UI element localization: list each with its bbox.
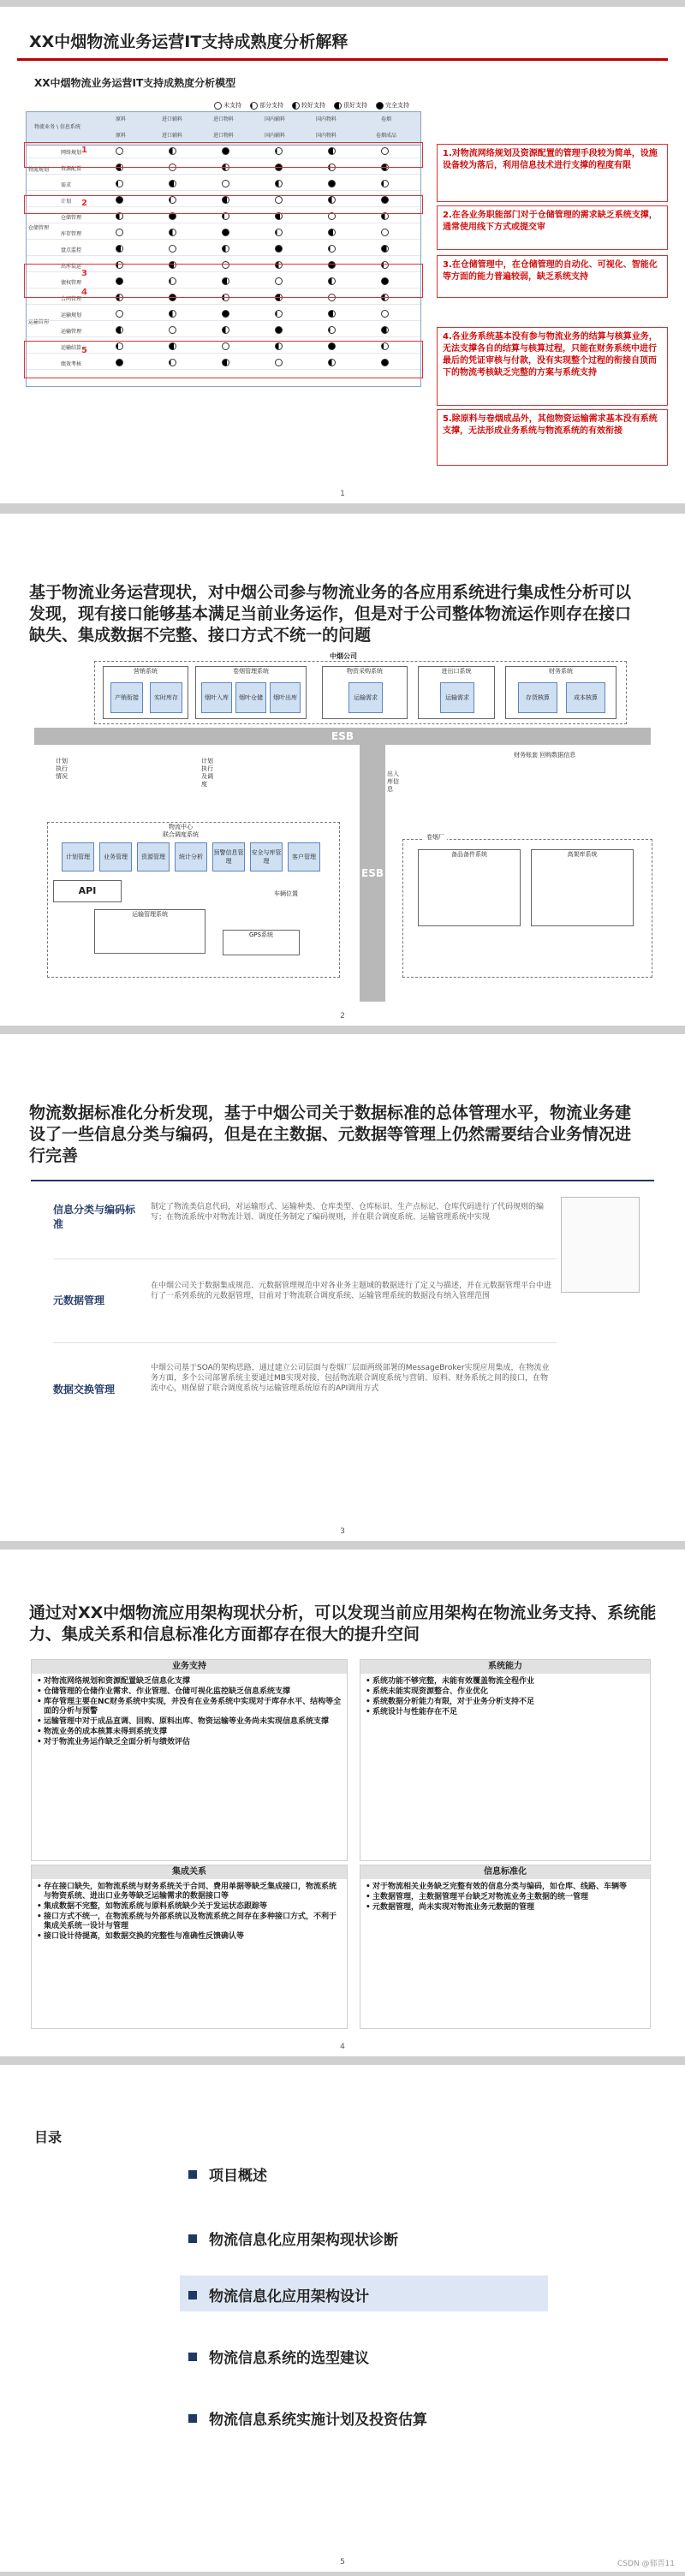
grid-sub: 原料 <box>115 133 126 139</box>
center-module: 预警信息管理 <box>212 842 245 872</box>
maturity-dot <box>116 245 123 253</box>
finding-note-1: 1.对物流网络规划及资源配置的管理手段较为简单，设施设备较为落后，利用信息技术进行支撑的程度有限 <box>437 144 668 202</box>
finding-item: • 系统未能实现资源整合、作业优化 <box>366 1687 645 1697</box>
maturity-dot <box>222 229 229 236</box>
finding-item: • 运输管理中对于成品直调、回购、原料出库、物资运输等业务尚未实现信息系统支撑 <box>37 1717 342 1727</box>
grid-group: 国内辅料 <box>264 116 285 122</box>
esb-vertical: ESB <box>360 745 385 1002</box>
transport-system <box>94 909 206 954</box>
panel-list <box>366 1677 645 1718</box>
slide-4-title: 通过对XX中烟物流应用架构现状分析，可以发现当前应用架构在物流业务支持、系统能力、集成关系和信息标准化方面都存在很大的提升空间 <box>29 1603 657 1644</box>
maturity-dot <box>381 310 389 318</box>
grid-row <box>27 228 420 240</box>
module: 实时库存 <box>150 682 182 713</box>
bullet-square-icon <box>188 2291 197 2299</box>
center-module: 统计分析 <box>175 842 207 872</box>
spare-parts-system <box>418 849 521 926</box>
panel-head: 业务支持 <box>32 1660 347 1674</box>
finding-item: • 对物流网络规划和资源配置缺乏信息化支撑 <box>37 1677 342 1687</box>
page-number: 4 <box>340 2043 345 2051</box>
finding-item: • 接口方式不统一，在物流系统与外部系统以及物流系统之间存在多种接口方式，不利于集成关系统一设计与管理 <box>37 1913 342 1931</box>
toc-item[interactable] <box>188 2163 267 2185</box>
company-label: 中烟公司 <box>330 652 357 660</box>
high-rack-label: 高架库系统 <box>567 851 598 858</box>
panel-list <box>37 1677 342 1748</box>
page-number: 2 <box>340 1012 345 1020</box>
panel-head: 系统能力 <box>360 1660 650 1674</box>
maturity-dot <box>275 245 283 253</box>
toc-heading: 目录 <box>34 2129 63 2145</box>
module: 成本核算 <box>566 682 605 713</box>
system-jinchukou <box>418 666 495 719</box>
slide-5 <box>0 2065 685 2572</box>
item-key: 数据交换管理 <box>53 1383 116 1395</box>
maturity-dot <box>328 310 336 318</box>
toc-label: 物流信息系统实施计划及投资估算 <box>209 2412 427 2429</box>
item-text: 中烟公司基于SOA的架构思路，通过建立公司层面与卷烟厂层面两级部署的MessageBroker实现应用集成，在物流业务方面，多个公司部署系统主要通过MB实现对接，包括物流联合调度系统与营销、原料、财务系统之间的接口，在物流中心，则保留了联合调度系统与运输管理系统原有的API调用方式 <box>151 1364 550 1393</box>
title-underline <box>31 1180 654 1181</box>
marker-number: 5 <box>81 346 87 355</box>
toc-item[interactable] <box>188 2228 398 2249</box>
panel-business <box>31 1659 348 1861</box>
row-label: 仓储管理 <box>61 215 82 221</box>
finding-item: • 接口设计待提高，如数据交换的完整性与准确性反馈确认等 <box>37 1932 342 1942</box>
separator <box>53 1258 557 1259</box>
maturity-dot <box>328 326 336 334</box>
slide-2 <box>0 514 685 1026</box>
row-label: 合同管理 <box>61 296 82 302</box>
system-yingxiao <box>103 666 188 719</box>
legend <box>214 101 409 110</box>
finding-item: • 元数据管理，尚未实现对物流业务元数据的管理 <box>366 1903 645 1913</box>
item-key: 信息分类与编码标准 <box>53 1204 136 1230</box>
toc-item-active[interactable] <box>188 2284 369 2305</box>
factory-label: 卷烟厂 <box>424 834 447 842</box>
maturity-dot <box>381 245 389 253</box>
module: 运输需求 <box>348 682 383 713</box>
gps-label: GPS系统 <box>248 931 274 938</box>
finding-item: • 集成数据不完整，如物流系统与原料系统缺少关于发运状态跟踪等 <box>37 1902 342 1912</box>
grid-sub: 卷烟成品 <box>375 133 396 139</box>
center-module: 客户管理 <box>288 842 320 872</box>
high-rack-system <box>531 849 634 926</box>
finance-note: 财务账套 回购数据信息 <box>514 752 576 759</box>
system-title: 财务系统 <box>549 668 573 675</box>
bullet-square-icon <box>188 2170 197 2179</box>
maturity-dot <box>169 180 176 187</box>
module: 烟叶出库 <box>270 682 301 713</box>
finding-item: • 对于物流业务运作缺乏全面分析与绩效评估 <box>37 1738 342 1747</box>
toc-label: 物流信息化应用架构设计 <box>209 2288 369 2305</box>
legend-item: 较好支持 <box>292 101 325 110</box>
maturity-dot <box>275 229 283 236</box>
toc-item[interactable] <box>188 2407 427 2429</box>
finding-note-5: 5.除原料与卷烟成品外，其他物资运输需求基本没有系统支撑，无法形成业务系统与物流系统的有效衔接 <box>437 409 668 466</box>
grid-group: 进口辅料 <box>161 116 182 122</box>
finding-item: • 对于物流相关业务缺乏完整有效的信息分类与编码，如仓库、线路、车辆等 <box>366 1883 645 1892</box>
maturity-dot <box>169 229 176 236</box>
finding-note-3: 3.在仓储管理中，在仓储管理的自动化、可视化、智能化等方面的能力普遍较弱，缺乏系统支持 <box>437 255 668 298</box>
grid-sub: 国内物料 <box>315 133 337 139</box>
row-label: 盘点监控 <box>61 247 82 253</box>
maturity-dot <box>222 245 229 253</box>
system-title: 卷烟管理系统 <box>233 668 269 675</box>
row-label: 需求 <box>61 182 72 188</box>
gps-system <box>223 930 300 955</box>
page-number: 1 <box>340 490 345 498</box>
maturity-dot <box>116 180 123 187</box>
system-wuzi <box>322 666 408 719</box>
row-label: 运输规划 <box>61 312 82 318</box>
system-title: 进出口系统 <box>441 668 472 675</box>
car-location-label: 车辆位置 <box>274 890 298 897</box>
grid-group: 进口物料 <box>212 116 234 122</box>
panel-standardization <box>360 1865 651 2029</box>
panel-capability <box>360 1659 651 1861</box>
center-module: 计划管理 <box>62 842 94 872</box>
panel-list <box>366 1883 645 1913</box>
model-title: XX中烟物流业务运营IT支持成熟度分析模型 <box>34 77 236 89</box>
page-number: 3 <box>340 1527 345 1536</box>
item-key: 元数据管理 <box>53 1294 105 1306</box>
bullet-square-icon <box>188 2414 197 2423</box>
marker-number: 1 <box>81 146 87 155</box>
api-box <box>53 880 122 902</box>
maturity-dot <box>169 326 176 334</box>
grid-row <box>27 244 420 256</box>
module: 产销衔接 <box>110 682 143 713</box>
finding-note-2: 2.在各业务职能部门对于仓储管理的需求缺乏系统支撑，通常使用线下方式或提交审 <box>437 205 668 250</box>
side-label: 计划执行情况 <box>56 758 68 780</box>
row-label: 资源配置 <box>61 166 82 172</box>
maturity-dot <box>222 310 229 318</box>
system-title: 营销系统 <box>134 668 158 675</box>
maturity-dot <box>275 180 283 187</box>
module: 烟叶仓储 <box>235 682 266 713</box>
system-caiwu <box>505 666 616 719</box>
maturity-dot <box>222 180 229 187</box>
center-title: 物流中心 联合调度系统 <box>163 824 199 838</box>
maturity-dot <box>381 229 389 236</box>
maturity-dot <box>116 229 123 236</box>
maturity-dot <box>222 326 229 334</box>
grid-row <box>27 309 420 321</box>
slide-3 <box>0 1034 685 1541</box>
toc-label: 物流信息化应用架构现状诊断 <box>209 2232 398 2249</box>
grid-sub: 进口辅料 <box>161 133 182 139</box>
maturity-dot <box>328 245 336 253</box>
grid-sub: 国内辅料 <box>264 133 285 139</box>
system-title: 物资采购系统 <box>347 668 383 675</box>
panel-integration <box>31 1865 348 2029</box>
esb-bus: ESB <box>34 728 651 745</box>
toc-label: 物流信息系统的选型建议 <box>209 2350 369 2367</box>
document-thumbnail <box>561 1197 640 1293</box>
module: 烟叶入库 <box>201 682 232 713</box>
item-text: 制定了物流类信息代码，对运输形式、运输种类、仓库类型、仓库标识、生产点标记、仓库代码进行了代码规则的编写；在物流系统中对物流计划、调度任务制定了编码规则，并在联合调度系统、运输管理系统中实现 <box>151 1203 545 1222</box>
slide-1 <box>0 7 685 503</box>
legend-item: 完全支持 <box>376 101 409 110</box>
slide-4 <box>0 1550 685 2056</box>
finding-item: • 存在接口缺失，如物流系统与财务系统关于合同、费用单据等缺乏集成接口，物流系统与物资系统、进出口业务等缺乏运输需求的数据接口等 <box>37 1883 342 1901</box>
finding-item: • 库存管理主要在NC财务系统中实现，并没有在业务系统中实现对于库存水平、结构等全面的分析与预警 <box>37 1698 342 1716</box>
title-underline <box>17 58 668 61</box>
row-label: 运输管理 <box>61 329 82 335</box>
item-text: 在中烟公司关于数据集成规范、元数据管理规范中对各业务主题域的数据进行了定义与描述，并在元数据管理平台中进行了一系列系统的元数据管理，目前对于物流联合调度系统、运输管理系统的数据没有纳入管理范围 <box>151 1282 552 1300</box>
panel-head: 集成关系 <box>32 1865 347 1879</box>
finding-item: • 主数据管理，主数据管理平台缺乏对物流业务主数据的统一管理 <box>366 1893 645 1902</box>
marker-number: 3 <box>81 269 87 278</box>
bullet-square-icon <box>188 2353 197 2361</box>
api-label: API <box>78 885 97 896</box>
grid-corner: 物流业务 \ 信息系统 <box>34 124 80 130</box>
finding-item: • 物流业务的成本核算未得到系统支撑 <box>37 1728 342 1737</box>
watermark: CSDN @郁晋11 <box>617 2560 675 2568</box>
maturity-dot <box>275 310 283 318</box>
grid-row <box>27 179 420 191</box>
marker-number: 2 <box>81 199 87 208</box>
bullet-square-icon <box>188 2234 197 2243</box>
slide-3-title: 物流数据标准化分析发现，基于中烟公司关于数据标准的总体管理水平，物流业务建设了一些信息分类与编码，但是在主数据、元数据等管理上仍然需要结合业务情况进行完善 <box>29 1104 632 1165</box>
row-label: 绩效考核 <box>61 361 82 367</box>
row-label: 网络规划 <box>61 150 82 156</box>
legend-item: 部分支持 <box>250 101 283 110</box>
finding-note-4: 4.各业务系统基本没有参与物流业务的结算与核算业务，无法支撑各自的结算与核算过程，只能在财务系统中进行最后的凭证审核与付款，没有实现整个过程的衔接自顶而下的物流考核缺乏完整的方案与系统支持 <box>437 327 668 406</box>
toc-item[interactable] <box>188 2346 369 2367</box>
grid-header <box>27 112 420 146</box>
center-module: 安全与库管理 <box>250 842 283 872</box>
panel-head: 信息标准化 <box>360 1865 650 1879</box>
maturity-dot <box>169 245 176 253</box>
system-juanyan <box>195 666 307 719</box>
side-label: 计划执行及调度 <box>201 758 213 788</box>
grid-category: 仓储管理 <box>28 225 50 231</box>
row-label: 出库装运 <box>61 264 82 270</box>
grid-row <box>27 325 420 337</box>
page-number: 5 <box>340 2558 345 2567</box>
toc-label: 项目概述 <box>209 2168 267 2185</box>
panel-list <box>37 1883 342 1942</box>
center-module: 业务管理 <box>99 842 132 872</box>
grid-category: 物流规划 <box>28 167 50 173</box>
spare-parts-label: 备品备件系统 <box>451 851 487 858</box>
row-label: 债权管理 <box>61 280 82 286</box>
maturity-dot <box>169 310 176 318</box>
slide-1-title: XX中烟物流业务运营IT支持成熟度分析解释 <box>29 33 348 51</box>
inout-label: 出入库信息 <box>387 770 399 793</box>
finding-item: • 仓储管理的仓储作业需求、作业管理、仓储可视化监控缺乏信息系统支撑 <box>37 1687 342 1697</box>
row-label: 计划 <box>61 199 72 205</box>
maturity-dot <box>328 180 336 187</box>
maturity-dot <box>381 180 389 187</box>
grid-sub: 进口物料 <box>212 133 234 139</box>
separator <box>53 1342 557 1343</box>
legend-item: 很好支持 <box>334 101 367 110</box>
finding-item: • 系统数据分析能力有限，对于业务分析支持不足 <box>366 1698 645 1707</box>
maturity-dot <box>328 229 336 236</box>
transport-label: 运输管理系统 <box>132 911 168 918</box>
maturity-dot <box>116 326 123 334</box>
center-module: 资源管理 <box>137 842 170 872</box>
module: 存货核算 <box>518 682 557 713</box>
slide-2-title: 基于物流业务运营现状，对中烟公司参与物流业务的各应用系统进行集成性分析可以发现，现有接口能够基本满足当前业务运作，但是对于公司整体物流运作则存在接口缺失、集成数据不完整、接口方式不统一的问题 <box>29 583 632 645</box>
legend-item: 未支持 <box>214 101 241 110</box>
grid-group: 国内物料 <box>315 116 337 122</box>
grid-group: 原料 <box>115 116 126 122</box>
maturity-dot <box>275 326 283 334</box>
maturity-dot <box>381 326 389 334</box>
maturity-dot <box>116 310 123 318</box>
finding-item: • 系统设计与性能存在不足 <box>366 1708 645 1717</box>
grid-category: 运输管理 <box>28 319 50 325</box>
row-label: 运输结算 <box>61 345 82 351</box>
module: 运输需求 <box>440 682 474 713</box>
row-label: 库存管理 <box>61 231 82 237</box>
marker-number: 4 <box>81 288 87 297</box>
grid-group: 卷烟 <box>380 116 391 122</box>
finding-item: • 系统功能不够完整，未能有效覆盖物流全程作业 <box>366 1677 645 1687</box>
